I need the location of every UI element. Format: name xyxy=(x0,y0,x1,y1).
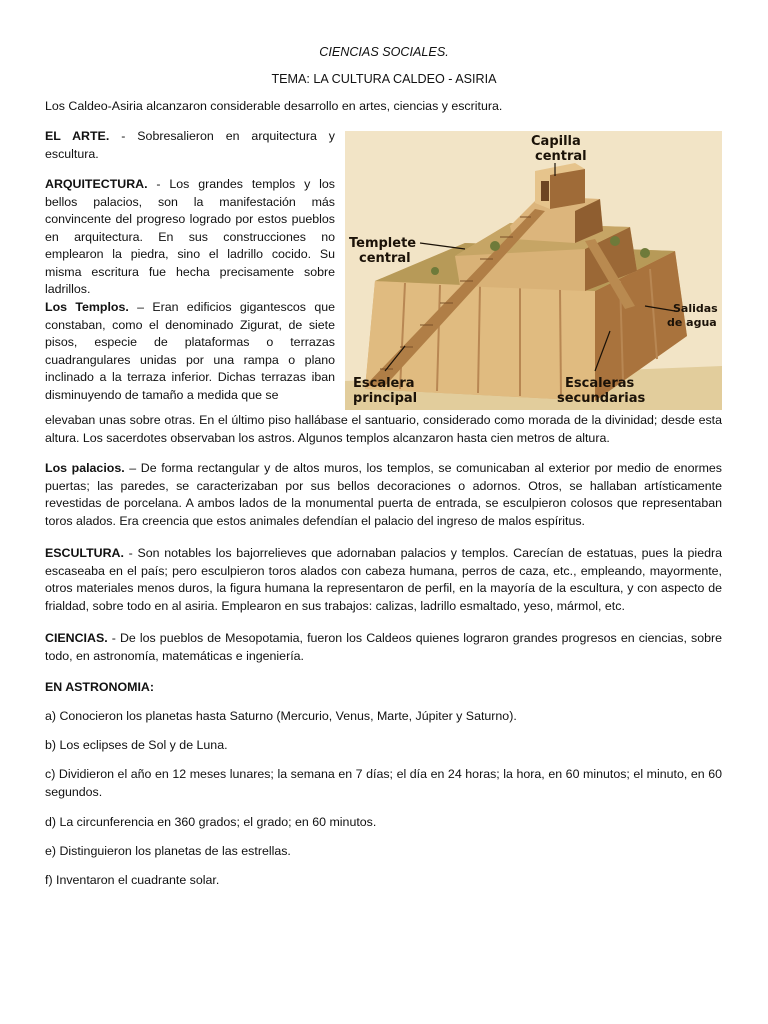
arquitectura-text: - Los grandes templos y los bellos palacios, son la manifestación más convincente del progreso logrado por estos pueblos en arquitectura. En sus construcciones no emplearon la piedra, sino el ladrillo cocido. Su misma escritura fue hecha precisamente sobre ladrillos. xyxy=(45,177,335,296)
palacios-paragraph xyxy=(45,460,722,530)
palacios-text: – De forma rectangular y de altos muros, los templos, se comunicaban al exterior por medio de enormes puertas; las paredes, se caracterizaban por sus bellos decoraciones o adornos. Otros, se hallaban artísticamente revestidas de porcelana. A ambos lados de la monumental puerta de entrada, se esculpieron colosos que representaban toros alados. Era creencia que estos animales defendían el palacio del ingreso de malos espíritus. xyxy=(45,461,722,528)
document-title: CIENCIAS SOCIALES. xyxy=(319,45,449,59)
arquitectura-heading: ARQUITECTURA. xyxy=(45,177,148,191)
templos-text: – Eran edificios gigantescos que constaban, como el denominado Zigurat, de siete pisos, especie de plataformas o terrazas cuadrangulares unidas por una rampa o plano inclinado a la terraza inferior. Dichas terrazas iban disminuyendo de tamaño a medida que se xyxy=(45,300,335,402)
escultura-heading: ESCULTURA. xyxy=(45,546,124,560)
label-capilla-1: Capilla xyxy=(531,134,581,149)
ciencias-text: - De los pueblos de Mesopotamia, fueron los Caldeos quienes lograron grandes progresos en ciencias, sobre todo, en astronomía, matemáticas e ingeniería. xyxy=(45,631,722,663)
arquitectura-paragraph xyxy=(45,176,335,299)
chapel-door xyxy=(541,181,549,201)
arte-heading: EL ARTE. xyxy=(45,129,110,143)
astronomia-item-c: c) Dividieron el año en 12 meses lunares; la semana en 7 días; el día en 24 horas; la hora, en 60 minutos; el minuto, en 60 segundos. xyxy=(45,767,722,799)
astronomia-heading: EN ASTRONOMIA: xyxy=(45,680,154,694)
arte-text: - Sobresalieron en arquitectura y escultura. xyxy=(45,129,335,161)
astronomia-item-b: b) Los eclipses de Sol y de Luna. xyxy=(45,738,228,752)
astronomia-item-a: a) Conocieron los planetas hasta Saturno (Mercurio, Venus, Marte, Júpiter y Saturno). xyxy=(45,709,517,723)
templos-heading: Los Templos. xyxy=(45,300,129,314)
label-templete-1: Templete xyxy=(349,236,417,251)
escultura-text: - Son notables los bajorrelieves que adornaban palacios y templos. Carecían de estatuas, pues la piedra escaseaba en el país; pero esculpieron toros alados con cabeza humana, perros de caza, etc., empleando, mayormente, otros materiales menos duros, la figura humana la representaron de perfil, en la mayoría de la escultura, y con aspecto de frialdad, sobre todo en al asiria. Emplearon en sus trabajos: calizas, ladrillo esmaltado, yeso, mármol, etc. xyxy=(45,546,722,613)
label-templete-2: central xyxy=(359,251,411,266)
astronomia-item-e: e) Distinguieron los planetas de las estrellas. xyxy=(45,844,291,858)
palacios-heading: Los palacios. xyxy=(45,461,125,475)
intro-paragraph: Los Caldeo-Asiria alcanzaron considerable desarrollo en artes, ciencias y escritura. xyxy=(45,99,503,113)
ziggurat-illustration xyxy=(345,131,722,410)
document-subtitle: TEMA: LA CULTURA CALDEO - ASIRIA xyxy=(271,72,497,86)
escultura-paragraph xyxy=(45,545,722,615)
label-escaleras-sec-1: Escaleras xyxy=(565,376,635,391)
label-salidas-1: Salidas xyxy=(673,302,718,315)
ziggurat-drawing xyxy=(345,131,722,410)
ciencias-paragraph xyxy=(45,630,722,665)
arte-paragraph xyxy=(45,128,335,163)
label-escaleras-sec-2: secundarias xyxy=(557,391,646,406)
label-capilla-2: central xyxy=(535,149,587,164)
label-salidas-2: de agua xyxy=(667,316,717,329)
label-escalera-1: Escalera xyxy=(353,376,415,391)
label-escalera-2: principal xyxy=(353,391,418,406)
templos-paragraph-full: elevaban unas sobre otras. En el último piso hallábase el santuario, considerado como morada de la divinidad; desde esta altura. Los sacerdotes observaban los astros. Algunos templos alcanzaron hasta cien metros de altura. xyxy=(45,413,722,445)
astronomia-item-d: d) La circunferencia en 360 grados; el grado; en 60 minutos. xyxy=(45,815,377,829)
templos-paragraph-wrap xyxy=(45,299,335,404)
astronomia-item-f: f) Inventaron el cuadrante solar. xyxy=(45,873,220,887)
ciencias-heading: CIENCIAS. xyxy=(45,631,108,645)
